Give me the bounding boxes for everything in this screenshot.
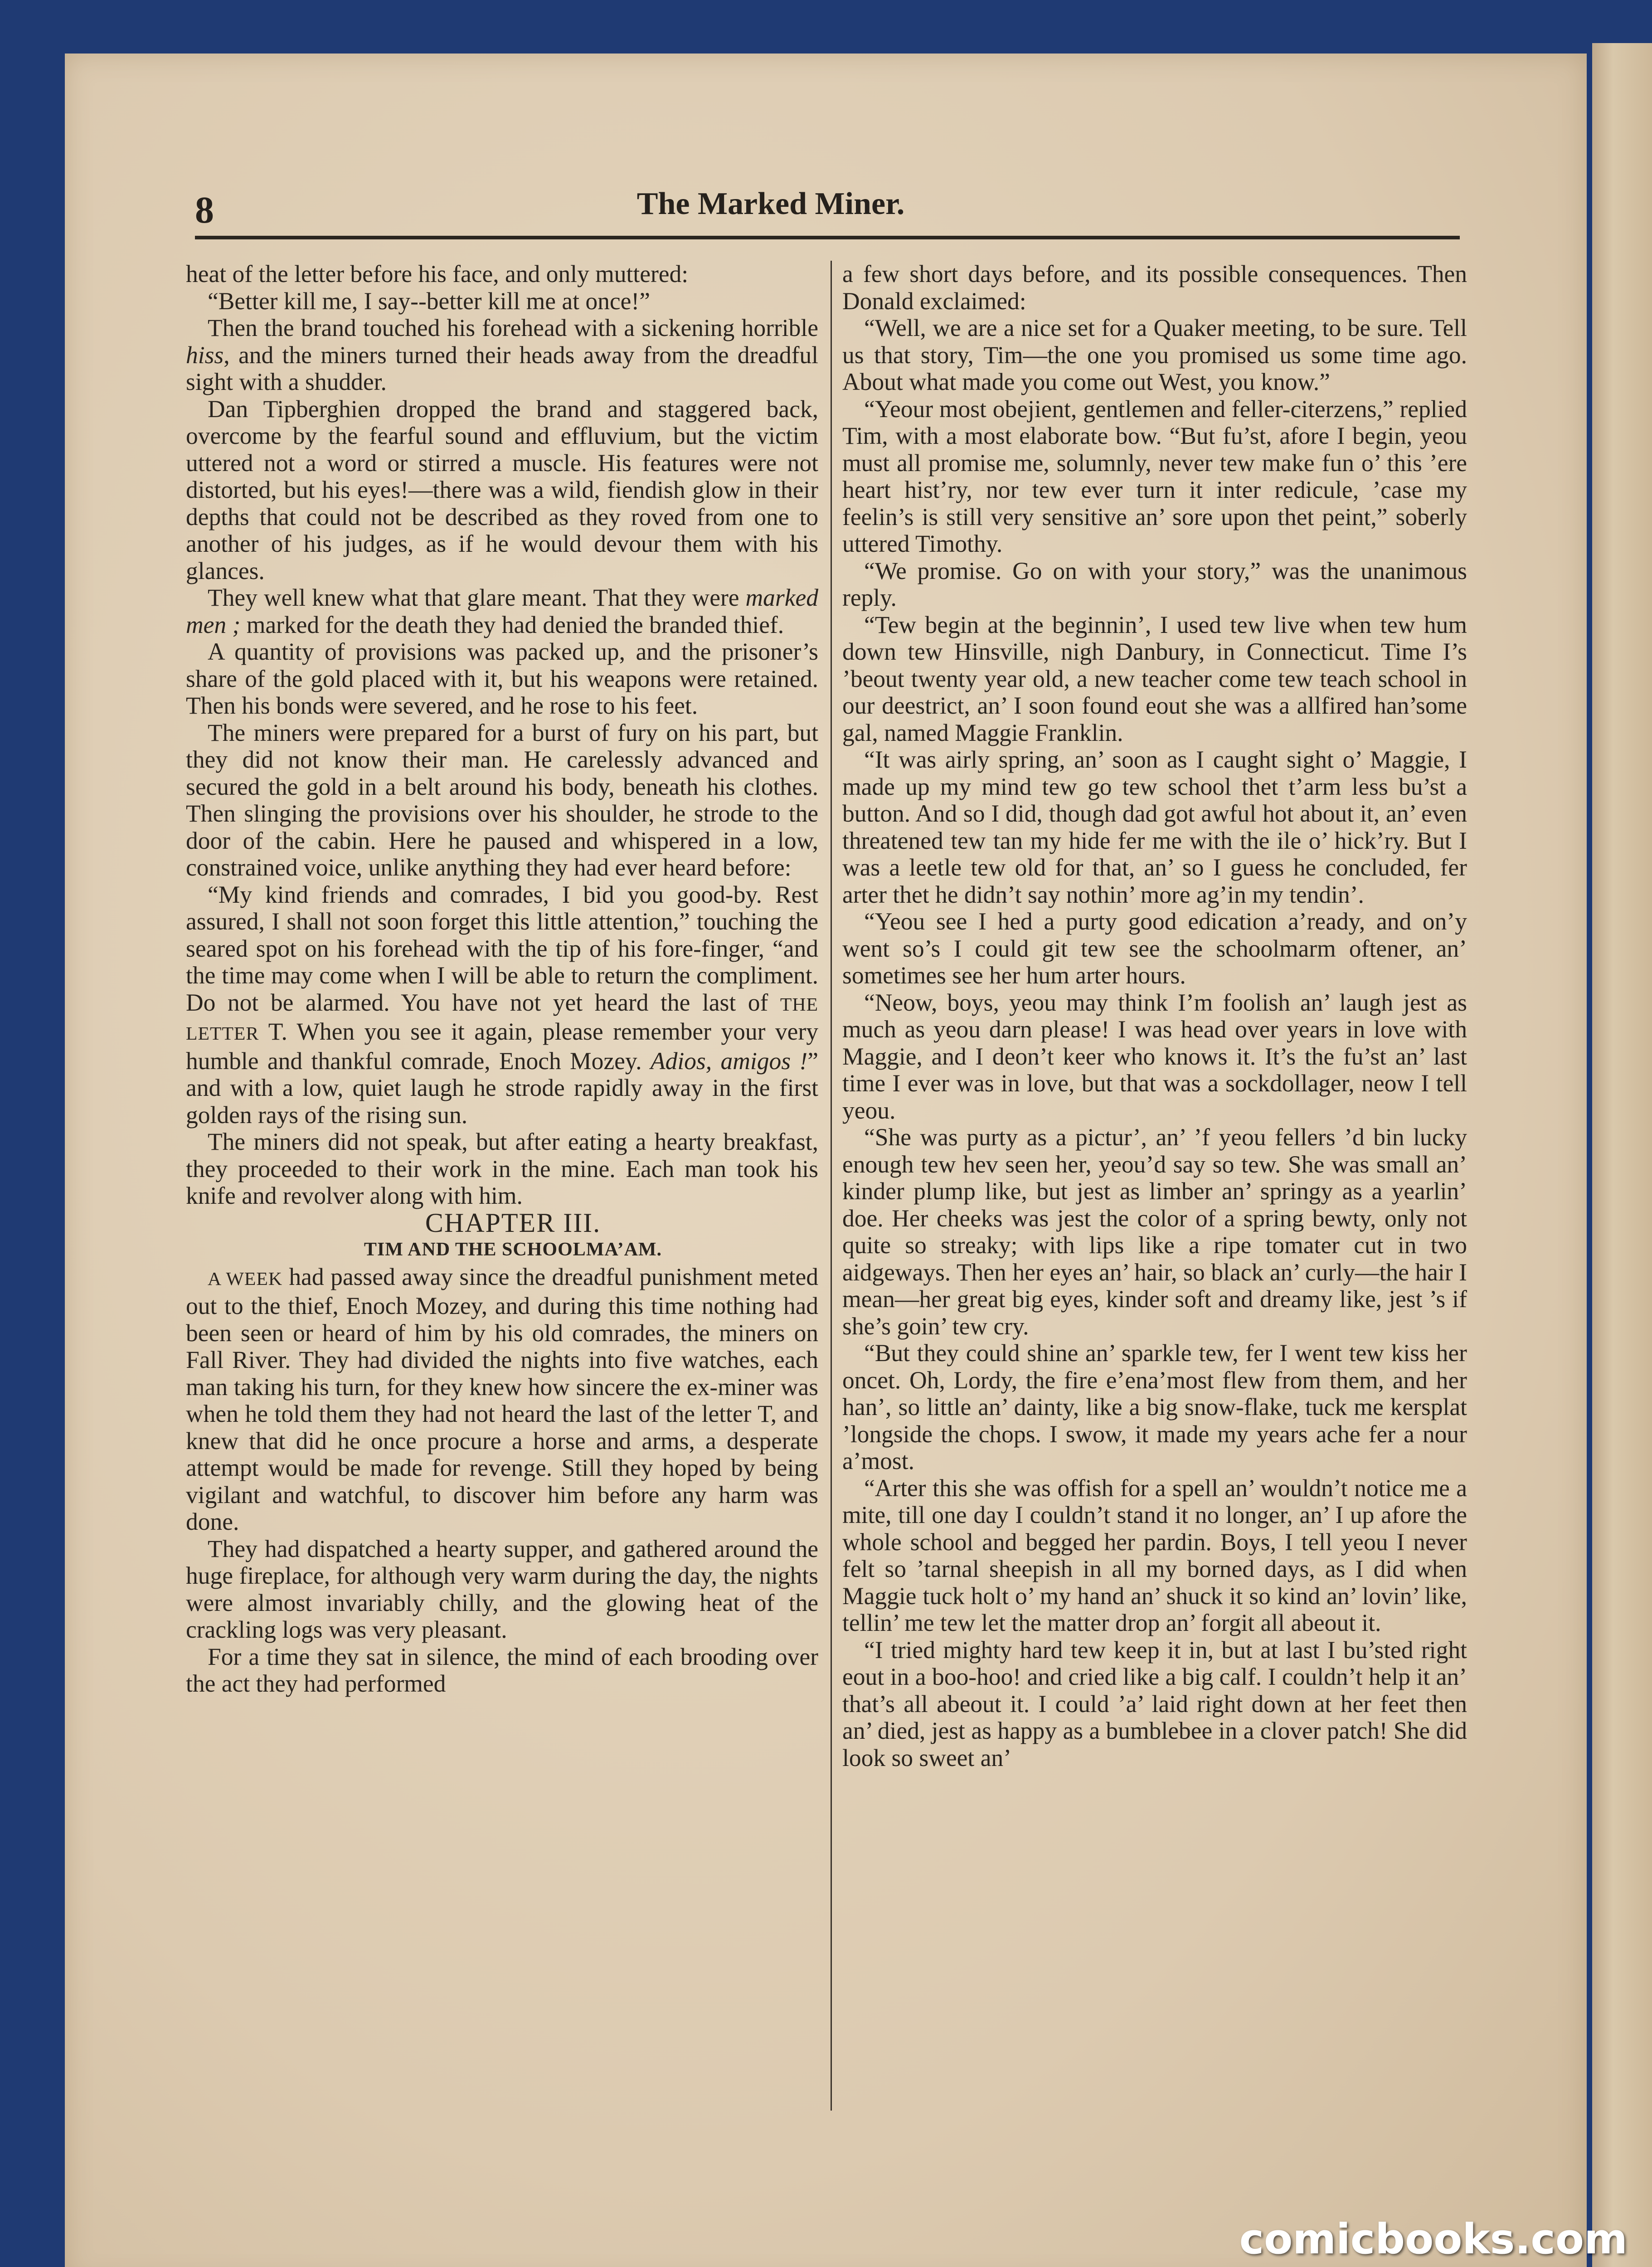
paragraph: a few short days before, and its possible consequences. Then Donald exclaimed: — [842, 260, 1467, 315]
watermark: comicbooks.com — [1239, 2215, 1628, 2263]
paragraph: “We promise. Go on with your story,” was the unanimous reply. — [842, 557, 1467, 611]
page-number: 8 — [195, 189, 214, 231]
column-divider — [831, 261, 832, 2111]
paragraph: “My kind friends and comrades, I bid you good-by. Rest assured, I shall not soon forget this little attention,” touching the seared spot on his forehead with the tip of his fore-finger, “and the time may come when I will be able to return the compliment. Do not be alarmed. You have not yet heard the last of THE LETTER T. When you see it again, please remember your very humble and thankful comrade, Enoch Mozey. Adios, amigos !” and with a low, quiet laugh he strode rapidly away in the first golden rays of the rising sun. — [186, 881, 818, 1129]
paragraph: They well knew what that glare meant. That they were marked men ; marked for the death they had denied the branded thief. — [186, 584, 818, 638]
paragraph: Dan Tipberghien dropped the brand and staggered back, overcome by the fearful sound and effluvium, but the victim uttered not a word or stirred a muscle. His features were not distorted, but his eyes!—there was a wild, fiendish glow in their depths that could not be described as they roved from one to another of his judges, as if he would devour them with his glances. — [186, 395, 818, 584]
paragraph: “But they could shine an’ sparkle tew, fer I went tew kiss her oncet. Oh, Lordy, the fire e’ena’most flew from them, and her han’, so little an’ dainty, like a big snow-flake, tuck me kersplat ’longside the chops. I swow, it made my years ache fer a nour a’most. — [842, 1339, 1467, 1474]
header-rule — [195, 236, 1460, 239]
right-column — [842, 261, 1467, 1771]
paragraph: “Tew begin at the beginnin’, I used tew live when tew hum down tew Hinsville, nigh Danbury, in Connecticut. Time I’s ’beout twenty year old, a new teacher come tew teach school in our deestrict, an’ I soon found eout she was a allfired han’some gal, named Maggie Franklin. — [842, 611, 1467, 746]
paragraph: The miners were prepared for a burst of fury on his part, but they did not know their man. He carelessly advanced and secured the gold in a belt around his body, beneath his clothes. Then slinging the provisions over his shoulder, he strode to the door of the cabin. Here he paused and whispered in a low, constrained voice, unlike anything they had ever heard before: — [186, 719, 818, 881]
paragraph: “She was purty as a pictur’, an’ ’f yeou fellers ’d bin lucky enough tew hev seen her, yeou’d say so tew. She was small an’ kinder plump like, but jest as limber an’ springy as a yearlin’ doe. Her cheeks was jest the color of a spring bewty, only not quite so streaky; with lips like a ripe tomater cut in two aidgeways. Then her eyes an’ hair, so black an’ curly—the hair I mean—her great big eyes, kinder soft and dreamy like, jest ’s if she’s goin’ tew cry. — [842, 1124, 1467, 1340]
paragraph: A quantity of provisions was packed up, and the prisoner’s share of the gold placed with it, but his weapons were retained. Then his bonds were severed, and he rose to his feet. — [186, 638, 818, 719]
paragraph: “I tried mighty hard tew keep it in, but at last I bu’sted right eout in a boo-hoo! and cried like a big calf. I couldn’t help it an’ that’s all abeout it. I could ’a’ laid right down at her feet then an’ died, jest as happy as a bumblebee in a clover patch! She did look so sweet an’ — [842, 1636, 1467, 1771]
chapter-subtitle: TIM AND THE SCHOOLMA’AM. — [364, 1239, 662, 1260]
paragraph: “Well, we are a nice set for a Quaker meeting, to be sure. Tell us that story, Tim—the one you promised us some time ago. About what made you come out West, you know.” — [842, 314, 1467, 395]
paragraph: “Neow, boys, yeou may think I’m foolish an’ laugh jest as much as yeou darn please! I was head over years in love with Maggie, and I deon’t keer who knows it. It’s the fu’st an’ last time I ever was in love, but that was a sockdollager, neow I tell yeou. — [842, 988, 1467, 1124]
paragraph: The miners did not speak, but after eating a hearty breakfast, they proceeded to their work in the mine. Each man took his knife and revolver along with him. — [186, 1128, 818, 1209]
paragraph: “Better kill me, I say--better kill me at once!” — [208, 287, 650, 315]
paragraph: “Arter this she was offish for a spell an’ wouldn’t notice me a mite, till one day I couldn’t stand it no longer, an’ I up afore the whole school and begged her pardin. Boys, I tell yeou I never felt so ’tarnal sheepish in all my borned days, as I did when Maggie tuck holt o’ my hand an’ shuck it so kind an’ lovin’ like, tellin’ me tew let the matter drop an’ forgit all abeout it. — [842, 1474, 1467, 1636]
paragraph: heat of the letter before his face, and only muttered: — [186, 260, 689, 287]
chapter-title: CHAPTER III. — [425, 1207, 601, 1238]
paragraph: They had dispatched a hearty supper, and gathered around the huge fireplace, for although very warm during the day, the nights were almost invariably chilly, and the glowing heat of the crackling logs was very pleasant. — [186, 1535, 818, 1643]
paragraph: “Yeou see I hed a purty good edication a’ready, and on’y went so’s I could git tew see the schoolmarm oftener, an’ sometimes see her hum arter hours. — [842, 908, 1467, 989]
left-column — [186, 261, 818, 1698]
paragraph: A WEEK had passed away since the dreadful punishment meted out to the thief, Enoch Mozey, and during this time nothing had been seen or heard of him by his old comrades, the miners on Fall River. They had divided the nights into five watches, each man taking his turn, for they knew how sincere the ex-miner was when he told them they had not heard the last of the letter T, and knew that did he once procure a horse and arms, a desperate attempt would be made for revenge. Still they hoped by being vigilant and watchful, to discover him before any harm was done. — [186, 1263, 818, 1535]
paragraph: Then the brand touched his forehead with a sickening horrible hiss, and the miners turned their heads away from the dreadful sight with a shudder. — [186, 314, 818, 395]
running-title: The Marked Miner. — [637, 186, 905, 221]
paragraph: For a time they sat in silence, the mind of each brooding over the act they had performed — [186, 1643, 818, 1697]
paragraph: “It was airly spring, an’ soon as I caught sight o’ Maggie, I made up my mind tew go tew school thet t’arm less bu’st a button. And so I did, though dad got awful hot about it, an’ even threatened tew tan my hide fer me with the ile o’ hick’ry. But I was a leetle tew old for that, an’ so I guess he concluded, fer arter thet he didn’t say nothin’ more ag’in my tendin’. — [842, 746, 1467, 908]
paragraph: “Yeour most obejient, gentlemen and feller-citerzens,” replied Tim, with a most elaborate bow. “But fu’st, afore I begin, yeou must all promise me, solumnly, never tew make fun o’ this ’ere heart hist’ry, nor tew ever turn it inter redicule, ’case my feelin’s is still very sensitive an’ sore upon thet peint,” soberly uttered Timothy. — [842, 395, 1467, 557]
adjacent-page-edge — [1592, 43, 1652, 2267]
